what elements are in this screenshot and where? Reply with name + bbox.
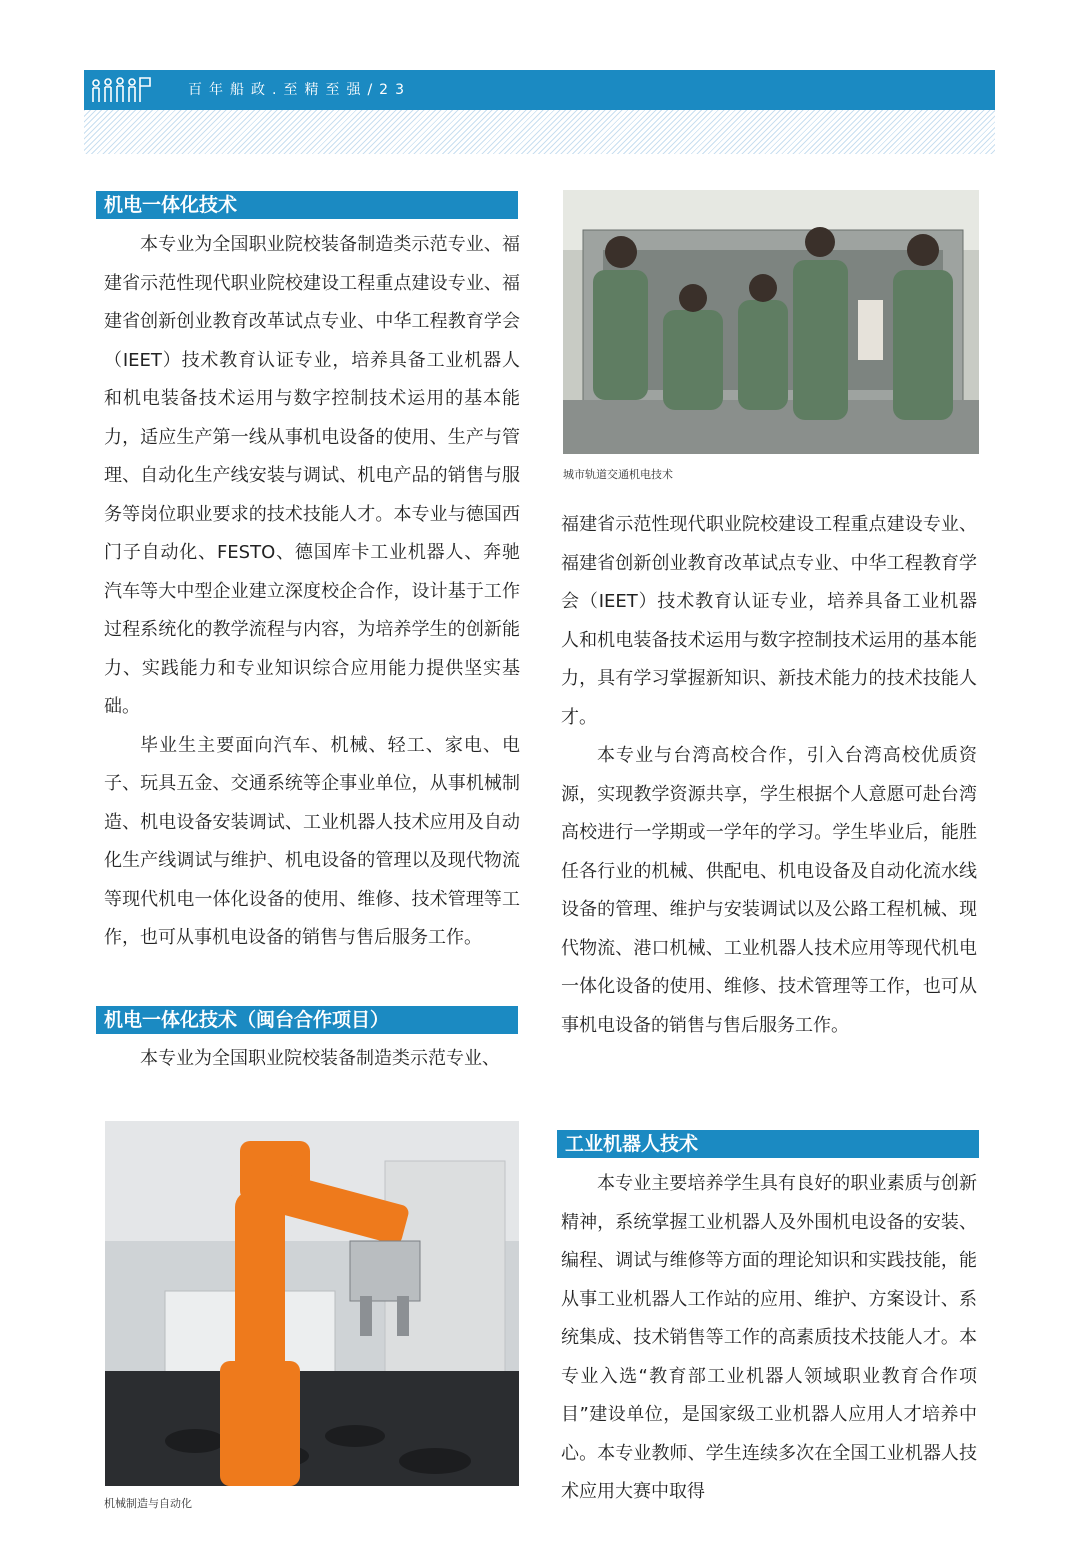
section-heading-mechatronics: 机电一体化技术	[96, 191, 518, 219]
people-logo-icon	[88, 74, 154, 106]
header-hatch-band	[84, 110, 995, 154]
paragraph: 本专业为全国职业院校装备制造类示范专业、福建省示范性现代职业院校建设工程重点建设专业、福建省创新创业教育改革试点专业、中华工程教育学会（IEET）技术教育认证专业，培养具备工业机器人和机电装备技术运用与数字控制技术运用的基本能力，适应生产第一线从事机电设备的使用、生产与管理、自动化生产线安装与调试、机电产品的销售与服务等岗位职业要求的技术技能人才。本专业与德国西门子自动化、FESTO、德国库卡工业机器人、奔驰汽车等大中型企业建立深度校企合作，设计基于工作过程系统化的教学流程与内容，为培养学生的创新能力、实践能力和专业知识综合应用能力提供坚实基础。	[104, 234, 520, 717]
paragraph: 本专业主要培养学生具有良好的职业素质与创新精神，系统掌握工业机器人及外围机电设备的安装、编程、调试与维修等方面的理论知识和实践技能，能从事工业机器人工作站的应用、维护、方案设计、系统集成、技术销售等工作的高素质技术技能人才。本专业入选“教育部工业机器人领域职业教育合作项目”建设单位，是国家级工业机器人应用人才培养中心。本专业教师、学生连续多次在全国工业机器人技术应用大赛中取得	[561, 1173, 977, 1502]
photo-rail-transit-lab	[563, 190, 979, 454]
paragraph: 福建省示范性现代职业院校建设工程重点建设专业、福建省创新创业教育改革试点专业、中华工程教育学会（IEET）技术教育认证专业，培养具备工业机器人和机电装备技术运用与数字控制技术运用的基本能力，具有学习掌握新知识、新技术能力的技术技能人才。	[561, 514, 977, 728]
paragraph: 毕业生主要面向汽车、机械、轻工、家电、电子、玩具五金、交通系统等企事业单位，从事机械制造、机电设备安装调试、工业机器人技术应用及自动化生产线调试与维护、机电设备的管理以及现代物流等现代机电一体化设备的使用、维修、技术管理等工作，也可从事机电设备的销售与售后服务工作。	[104, 734, 520, 948]
header-bar	[84, 70, 995, 110]
section-body-industrial-robot	[561, 1165, 977, 1512]
robot-arm-image	[105, 1121, 519, 1486]
caption-top-photo: 城市轨道交通机电技术	[563, 468, 673, 481]
section-heading-mechatronics-taiwan: 机电一体化技术（闽台合作项目）	[96, 1006, 518, 1034]
students-lab-image	[563, 190, 979, 454]
section-body-mechatronics-taiwan	[561, 506, 977, 1045]
section-body-mechatronics	[104, 226, 520, 958]
section-heading-industrial-robot: 工业机器人技术	[557, 1130, 979, 1158]
caption-bottom-photo: 机械制造与自动化	[104, 1497, 192, 1510]
section-intro-mechatronics-taiwan	[104, 1040, 520, 1079]
header-title: 百年船政.至精至强/23	[188, 82, 411, 98]
paragraph: 本专业为全国职业院校装备制造类示范专业、	[140, 1048, 500, 1069]
paragraph: 本专业与台湾高校合作，引入台湾高校优质资源，实现教学资源共享，学生根据个人意愿可赴台湾高校进行一学期或一学年的学习。学生毕业后，能胜任各行业的机械、供配电、机电设备及自动化流水线设备的管理、维护与安装调试以及公路工程机械、现代物流、港口机械、工业机器人技术应用等现代机电一体化设备的使用、维修、技术管理等工作，也可从事机电设备的销售与售后服务工作。	[561, 745, 977, 1036]
photo-industrial-robot	[105, 1121, 519, 1486]
